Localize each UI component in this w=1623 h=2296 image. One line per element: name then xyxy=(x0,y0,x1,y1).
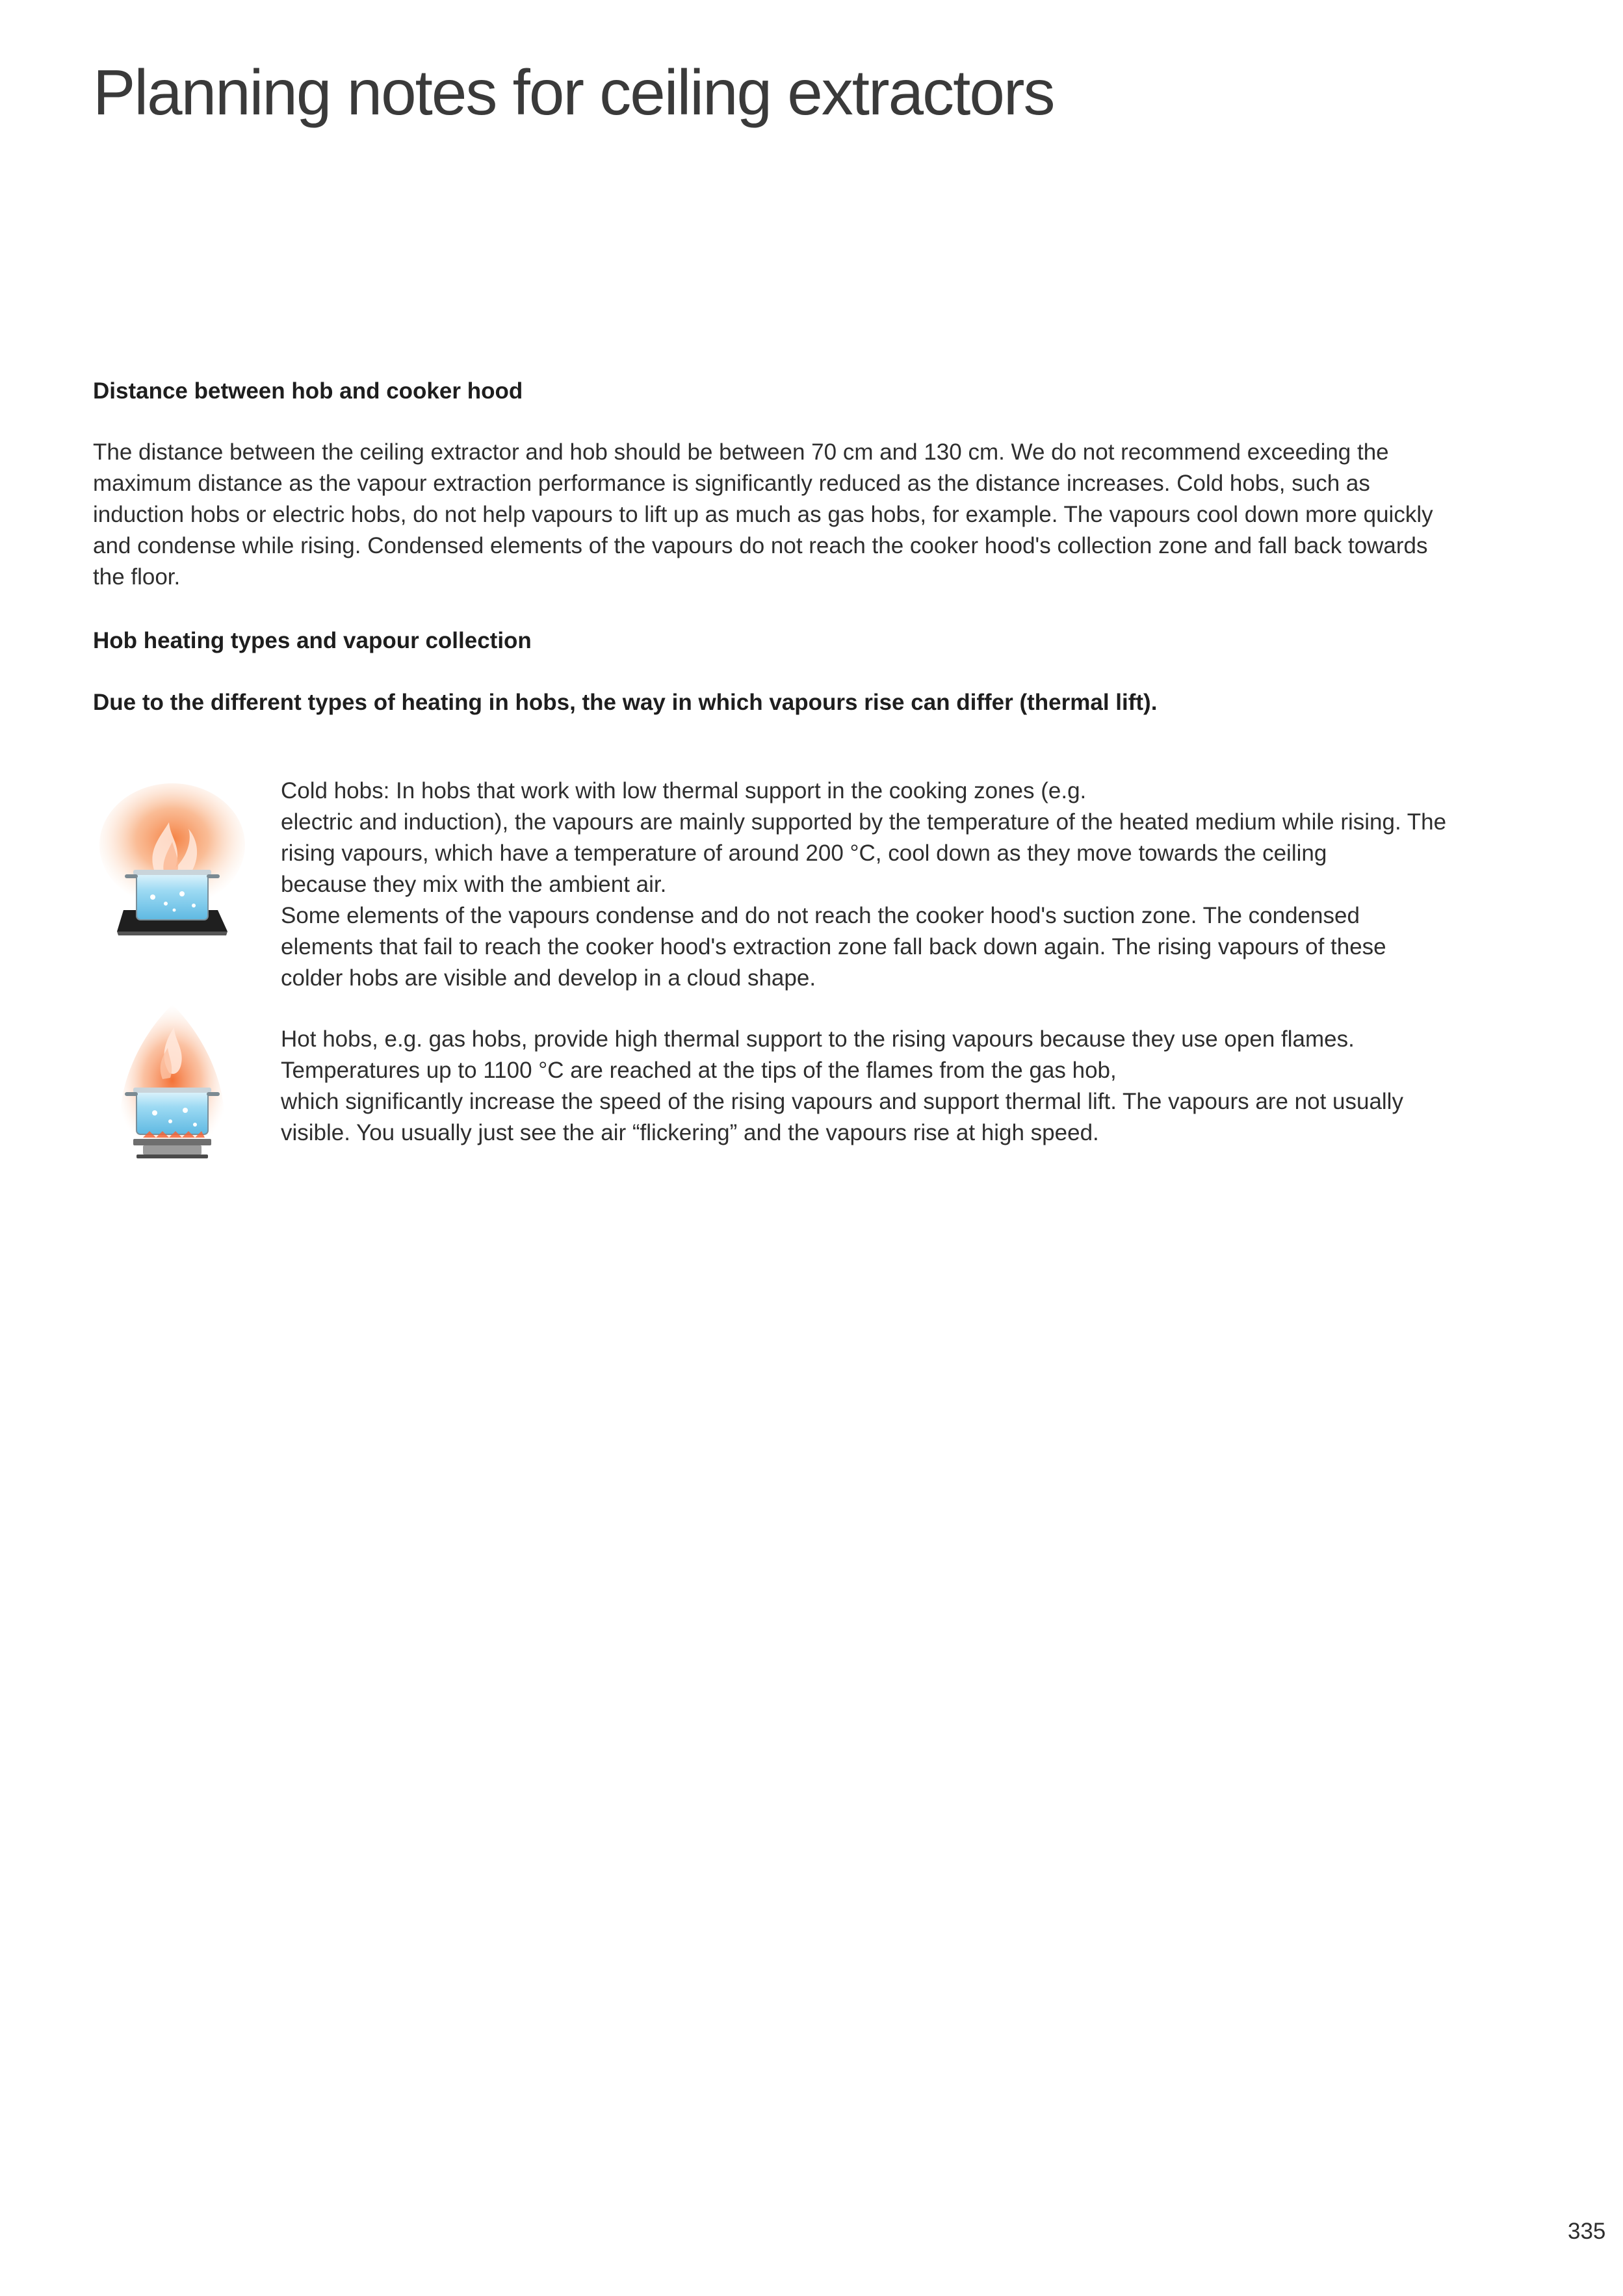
paragraph-line: visible. You usually just see the air “flickering” and the vapours rise at high speed. xyxy=(281,1120,1099,1145)
paragraph-line: Hot hobs, e.g. gas hobs, provide high thermal support to the rising vapours because they use open flames. xyxy=(281,1026,1355,1052)
hot-hobs-paragraph xyxy=(281,1024,1516,1149)
paragraph-line: maximum distance as the vapour extraction performance is significantly reduced as the distance increases. Cold hobs, such as xyxy=(93,471,1370,496)
paragraph-line: the floor. xyxy=(93,564,181,590)
gas-hob-icon xyxy=(97,1001,247,1164)
cold-hob-icon xyxy=(97,783,247,939)
paragraph-line: Temperatures up to 1100 °C are reached at the tips of the flames from the gas hob, xyxy=(281,1058,1117,1083)
paragraph-line: Cold hobs: In hobs that work with low thermal support in the cooking zones (e.g. xyxy=(281,778,1087,803)
section-heading-distance: Distance between hob and cooker hood xyxy=(93,378,523,404)
paragraph-line: elements that fail to reach the cooker hood's extraction zone fall back down again. The rising vapours of these xyxy=(281,934,1386,959)
section-subheading-thermal-lift: Due to the different types of heating in hobs, the way in which vapours rise can differ (thermal lift). xyxy=(93,690,1158,715)
cold-hobs-paragraph xyxy=(281,776,1516,994)
paragraph-line: which significantly increase the speed of the rising vapours and support thermal lift. The vapours are not usually xyxy=(281,1089,1403,1114)
page-title: Planning notes for ceiling extractors xyxy=(93,57,1054,128)
paragraph-line: induction hobs or electric hobs, do not help vapours to lift up as much as gas hobs, for example. The vapours cool down more quickly xyxy=(93,502,1433,527)
paragraph-line: because they mix with the ambient air. xyxy=(281,872,667,897)
paragraph-line: rising vapours, which have a temperature of around 200 °C, cool down as they move towards the ceiling xyxy=(281,841,1327,866)
paragraph-line: electric and induction), the vapours are mainly supported by the temperature of the heated medium while rising. The xyxy=(281,809,1447,835)
paragraph-line: and condense while rising. Condensed elements of the vapours do not reach the cooker hood's collection zone and fall back towards xyxy=(93,533,1428,558)
paragraph-line: colder hobs are visible and develop in a cloud shape. xyxy=(281,965,816,991)
section-heading-hob-types: Hob heating types and vapour collection xyxy=(93,628,532,653)
paragraph-line: Some elements of the vapours condense and do not reach the cooker hood's suction zone. The condensed xyxy=(281,903,1360,928)
paragraph-line: The distance between the ceiling extractor and hob should be between 70 cm and 130 cm. We do not recommend exceeding the xyxy=(93,439,1389,465)
distance-paragraph xyxy=(93,437,1490,593)
